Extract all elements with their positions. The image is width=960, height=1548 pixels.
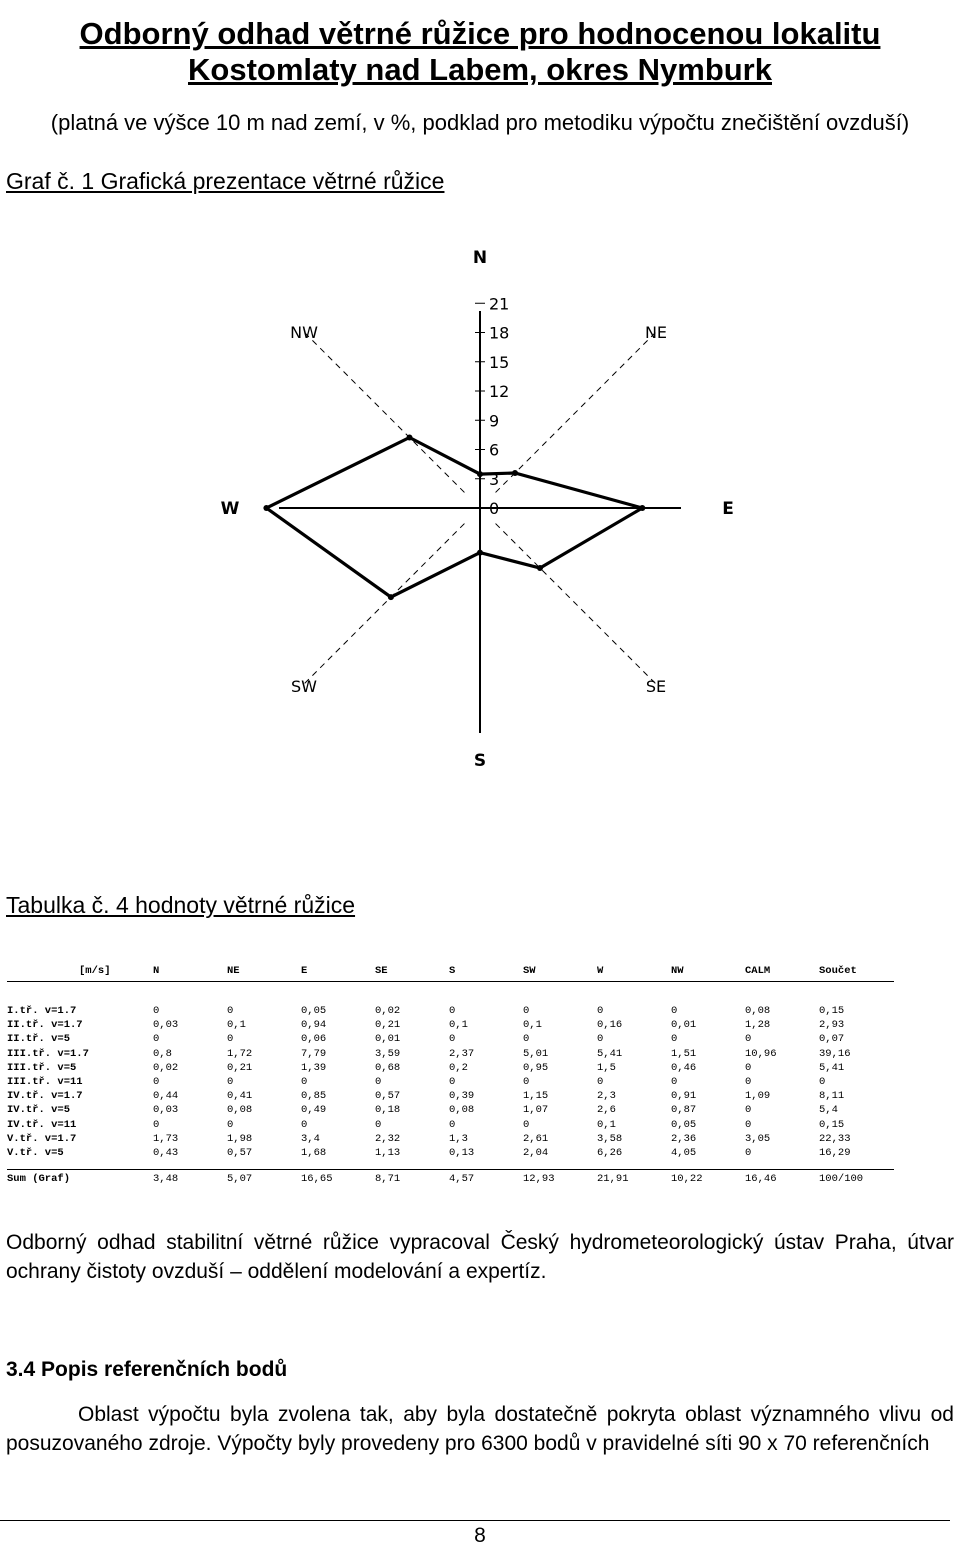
table-cell: 2,37 xyxy=(449,1047,475,1060)
direction-label-se: SE xyxy=(645,677,667,696)
tick-label: 9 xyxy=(489,411,500,431)
table-cell: 1,15 xyxy=(523,1090,549,1103)
table-cell: 0 xyxy=(375,1118,382,1131)
table-caption: Tabulka č. 4 hodnoty větrné růžice xyxy=(6,892,356,918)
wind-rose-chart xyxy=(0,230,960,790)
table-cell: 0 xyxy=(597,1075,604,1088)
tick-label: 15 xyxy=(489,352,510,372)
table-cell: 0 xyxy=(153,1005,160,1017)
wind-rose-polygon xyxy=(266,438,642,598)
table-header-cell: E xyxy=(301,965,308,977)
direction-label-nw: NW xyxy=(290,323,318,342)
table-cell: 1,72 xyxy=(227,1047,253,1060)
table-header-cell: NW xyxy=(671,965,684,977)
table-cell: 0 xyxy=(523,1005,530,1017)
table-cell: 0,1 xyxy=(227,1019,246,1032)
sum-cell: 16,65 xyxy=(301,1173,333,1185)
table-row xyxy=(7,1017,894,1031)
tick-label: 12 xyxy=(489,382,510,401)
table-cell: 0 xyxy=(153,1118,160,1131)
row-label: V.tř. v=5 xyxy=(7,1146,64,1159)
table-header-cell: NE xyxy=(227,965,240,977)
table-cell: 5,41 xyxy=(819,1061,845,1074)
table-cell: 3,59 xyxy=(375,1047,401,1060)
table-cell: 0,03 xyxy=(153,1104,179,1117)
table-cell: 10,96 xyxy=(745,1047,777,1060)
row-label: III.tř. v=11 xyxy=(7,1075,83,1088)
table-cell: 0,57 xyxy=(375,1090,401,1103)
table-cell: 0,46 xyxy=(671,1061,697,1074)
data-point-n xyxy=(477,471,483,477)
table-cell: 0,05 xyxy=(671,1118,697,1131)
table-cell: 0 xyxy=(819,1075,826,1088)
paragraph-reference-points: Oblast výpočtu byla zvolena tak, aby byla dostatečně pokryta oblast významného vlivu od posuzovaného zdroje. Výpočty byly provedeny pro 6300 bodů v pravidelné síti 90 x 70 referenčních xyxy=(6,1403,954,1455)
table-row xyxy=(7,1046,894,1060)
table-cell: 0,21 xyxy=(375,1019,401,1032)
table-cell: 1,3 xyxy=(449,1132,468,1145)
data-point-w xyxy=(263,505,269,511)
table-cell: 6,26 xyxy=(597,1146,623,1159)
table-cell: 0 xyxy=(671,1005,678,1017)
table-cell: 4,05 xyxy=(671,1146,697,1159)
document-subtitle: (platná ve výšce 10 m nad zemí, v %, podklad pro metodiku výpočtu znečištění ovzduší) xyxy=(50,110,910,135)
table-cell: 0,43 xyxy=(153,1146,179,1159)
table-cell: 0 xyxy=(745,1104,752,1117)
table-cell: 0 xyxy=(449,1033,456,1046)
direction-label-ne: NE xyxy=(644,323,668,342)
row-label: I.tř. v=1.7 xyxy=(7,1005,77,1017)
table-cell: 0,8 xyxy=(153,1047,172,1060)
sum-cell: 5,07 xyxy=(227,1173,253,1185)
table-cell: 0,39 xyxy=(449,1090,475,1103)
table-cell: 22,33 xyxy=(819,1132,851,1145)
table-cell: 0,1 xyxy=(523,1019,542,1032)
table-cell: 1,98 xyxy=(227,1132,253,1145)
table-cell: 0 xyxy=(597,1005,604,1017)
table-header-cell: SW xyxy=(523,965,536,977)
sum-cell: 8,71 xyxy=(375,1173,401,1185)
table-row xyxy=(7,1003,894,1017)
table-cell: 0 xyxy=(671,1075,678,1088)
direction-label-e: E xyxy=(722,499,734,519)
tick-label: 3 xyxy=(489,469,500,489)
table-header-cell: W xyxy=(597,965,604,977)
page-number: 8 xyxy=(474,1524,486,1547)
axis-ne xyxy=(496,331,657,492)
table-cell: 0,68 xyxy=(375,1061,401,1074)
table-cell: 0,18 xyxy=(375,1104,401,1117)
table-cell: 1,68 xyxy=(301,1146,327,1159)
tick-label: 21 xyxy=(489,294,510,314)
table-cell: 0 xyxy=(227,1075,234,1088)
axis-sw xyxy=(303,524,464,685)
table-sum-row xyxy=(7,1169,894,1186)
table-cell: 0,49 xyxy=(301,1104,327,1117)
table-header-cell: N xyxy=(153,965,160,977)
data-point-e xyxy=(639,505,645,511)
table-cell: 2,6 xyxy=(597,1104,616,1117)
direction-label-w: W xyxy=(220,499,240,519)
table-row xyxy=(7,1102,894,1116)
sum-cell: 100/100 xyxy=(819,1173,864,1185)
table-cell: 0,16 xyxy=(597,1019,623,1032)
table-cell: 0 xyxy=(375,1075,382,1088)
sum-label: Sum (Graf) xyxy=(7,1173,71,1185)
table-cell: 5,4 xyxy=(819,1104,838,1117)
tick-label: 18 xyxy=(489,323,510,343)
table-cell: 0 xyxy=(745,1061,752,1074)
table-cell: 1,39 xyxy=(301,1061,327,1074)
document-title: Odborný odhad větrné růžice pro hodnocenou lokalitu xyxy=(79,16,881,51)
table-cell: 2,36 xyxy=(671,1132,697,1145)
table-header xyxy=(7,963,894,982)
row-label: V.tř. v=1.7 xyxy=(7,1132,77,1145)
table-cell: 1,13 xyxy=(375,1146,401,1159)
table-cell: 0,15 xyxy=(819,1005,845,1017)
table-cell: 1,07 xyxy=(523,1104,549,1117)
table-cell: 16,29 xyxy=(819,1146,851,1159)
sum-cell: 10,22 xyxy=(671,1173,703,1185)
table-cell: 0,94 xyxy=(301,1019,327,1032)
table-row xyxy=(7,1088,894,1102)
table-cell: 2,32 xyxy=(375,1132,401,1145)
row-label: III.tř. v=5 xyxy=(7,1061,77,1074)
table-row xyxy=(7,1074,894,1088)
table-cell: 5,01 xyxy=(523,1047,549,1060)
table-cell: 0,08 xyxy=(227,1104,253,1117)
row-label: IV.tř. v=5 xyxy=(7,1104,71,1117)
table-cell: 0 xyxy=(671,1033,678,1046)
row-label: II.tř. v=1.7 xyxy=(7,1019,83,1032)
data-point-se xyxy=(537,565,543,571)
row-label: III.tř. v=1.7 xyxy=(7,1047,89,1060)
table-row xyxy=(7,1131,894,1145)
wind-rose-table xyxy=(7,963,894,1185)
data-point-sw xyxy=(388,594,394,600)
tick-label: 0 xyxy=(489,499,500,518)
table-row xyxy=(7,1145,894,1159)
table-cell: 7,79 xyxy=(301,1047,327,1060)
table-cell: 0,03 xyxy=(153,1019,179,1032)
table-cell: 0,1 xyxy=(449,1019,468,1032)
table-cell: 2,04 xyxy=(523,1146,549,1159)
table-header-cell: CALM xyxy=(745,965,771,977)
table-cell: 0 xyxy=(449,1005,456,1017)
sum-cell: 12,93 xyxy=(523,1173,555,1185)
sum-cell: 16,46 xyxy=(745,1173,777,1185)
table-cell: 0,08 xyxy=(449,1104,475,1117)
table-cell: 0 xyxy=(227,1118,234,1131)
axis-nw xyxy=(303,331,464,492)
table-cell: 0 xyxy=(597,1033,604,1046)
table-cell: 1,5 xyxy=(597,1061,616,1074)
table-cell: 0,95 xyxy=(523,1061,549,1074)
table-cell: 2,3 xyxy=(597,1090,616,1103)
table-cell: 0 xyxy=(745,1075,752,1088)
table-cell: 0 xyxy=(227,1033,234,1046)
table-cell: 0,91 xyxy=(671,1090,697,1103)
table-cell: 0,05 xyxy=(301,1005,327,1017)
table-cell: 1,09 xyxy=(745,1090,771,1103)
table-cell: 39,16 xyxy=(819,1047,851,1060)
table-cell: 0,01 xyxy=(671,1019,697,1032)
table-row xyxy=(7,1031,894,1045)
table-cell: 0 xyxy=(301,1075,308,1088)
graph-caption: Graf č. 1 Grafická prezentace větrné růžice xyxy=(6,168,445,194)
table-cell: 1,28 xyxy=(745,1019,771,1032)
table-row xyxy=(7,1060,894,1074)
table-cell: 2,93 xyxy=(819,1019,845,1032)
table-cell: 0,1 xyxy=(597,1118,616,1131)
table-cell: 2,61 xyxy=(523,1132,549,1145)
table-cell: 0 xyxy=(745,1118,752,1131)
row-label: IV.tř. v=11 xyxy=(7,1118,77,1131)
table-header-cell: S xyxy=(449,965,456,977)
footer-divider xyxy=(0,1520,950,1521)
table-cell: 0,15 xyxy=(819,1118,845,1131)
row-label: IV.tř. v=1.7 xyxy=(7,1090,83,1103)
row-label: II.tř. v=5 xyxy=(7,1033,71,1046)
data-point-ne xyxy=(512,470,518,476)
tick-label: 6 xyxy=(489,440,500,460)
table-cell: 3,4 xyxy=(301,1132,320,1145)
document-title-location: Kostomlaty nad Labem, okres Nymburk xyxy=(188,52,772,87)
table-cell: 0,02 xyxy=(153,1061,179,1074)
table-cell: 0 xyxy=(449,1118,456,1131)
table-cell: 0,44 xyxy=(153,1090,179,1103)
table-cell: 0 xyxy=(745,1146,752,1159)
table-cell: 0 xyxy=(153,1033,160,1046)
table-cell: 8,11 xyxy=(819,1090,845,1103)
table-cell: 0,41 xyxy=(227,1090,253,1103)
table-cell: 0,21 xyxy=(227,1061,253,1074)
table-cell: 3,05 xyxy=(745,1132,771,1145)
table-cell: 0 xyxy=(523,1075,530,1088)
table-cell: 3,58 xyxy=(597,1132,623,1145)
table-cell: 5,41 xyxy=(597,1047,623,1060)
table-cell: 0 xyxy=(301,1118,308,1131)
data-point-nw xyxy=(407,435,413,441)
sum-cell: 4,57 xyxy=(449,1173,475,1185)
table-header-cell: Součet xyxy=(819,965,857,977)
table-header-cell: [m/s] xyxy=(79,965,111,977)
table-cell: 0,07 xyxy=(819,1033,845,1046)
table-cell: 1,73 xyxy=(153,1132,179,1145)
data-point-s xyxy=(477,550,483,556)
table-cell: 0,57 xyxy=(227,1146,253,1159)
table-cell: 0 xyxy=(449,1075,456,1088)
table-header-cell: SE xyxy=(375,965,388,977)
table-cell: 0 xyxy=(227,1005,234,1017)
table-cell: 0 xyxy=(745,1033,752,1046)
table-cell: 0,08 xyxy=(745,1005,771,1017)
table-cell: 0,02 xyxy=(375,1005,401,1017)
table-cell: 0,87 xyxy=(671,1104,697,1117)
table-cell: 0,13 xyxy=(449,1146,475,1159)
direction-label-s: S xyxy=(473,751,487,771)
table-cell: 0,2 xyxy=(449,1061,468,1074)
table-row xyxy=(7,1117,894,1131)
table-body xyxy=(7,1003,894,1159)
table-cell: 0 xyxy=(523,1118,530,1131)
section-heading: 3.4 Popis referenčních bodů xyxy=(6,1358,288,1381)
table-cell: 0 xyxy=(153,1075,160,1088)
table-cell: 1,51 xyxy=(671,1047,697,1060)
direction-label-n: N xyxy=(472,248,488,268)
table-cell: 0,06 xyxy=(301,1033,327,1046)
direction-label-sw: SW xyxy=(291,677,317,696)
table-cell: 0 xyxy=(523,1033,530,1046)
sum-cell: 3,48 xyxy=(153,1173,179,1185)
sum-cell: 21,91 xyxy=(597,1173,629,1185)
paragraph-author: Odborný odhad stabilitní větrné růžice vypracoval Český hydrometeorologický ústav Praha, útvar ochrany čistoty ovzduší – oddělení modelování a expertíz. xyxy=(6,1231,954,1283)
table-cell: 0,85 xyxy=(301,1090,327,1103)
table-cell: 0,01 xyxy=(375,1033,401,1046)
